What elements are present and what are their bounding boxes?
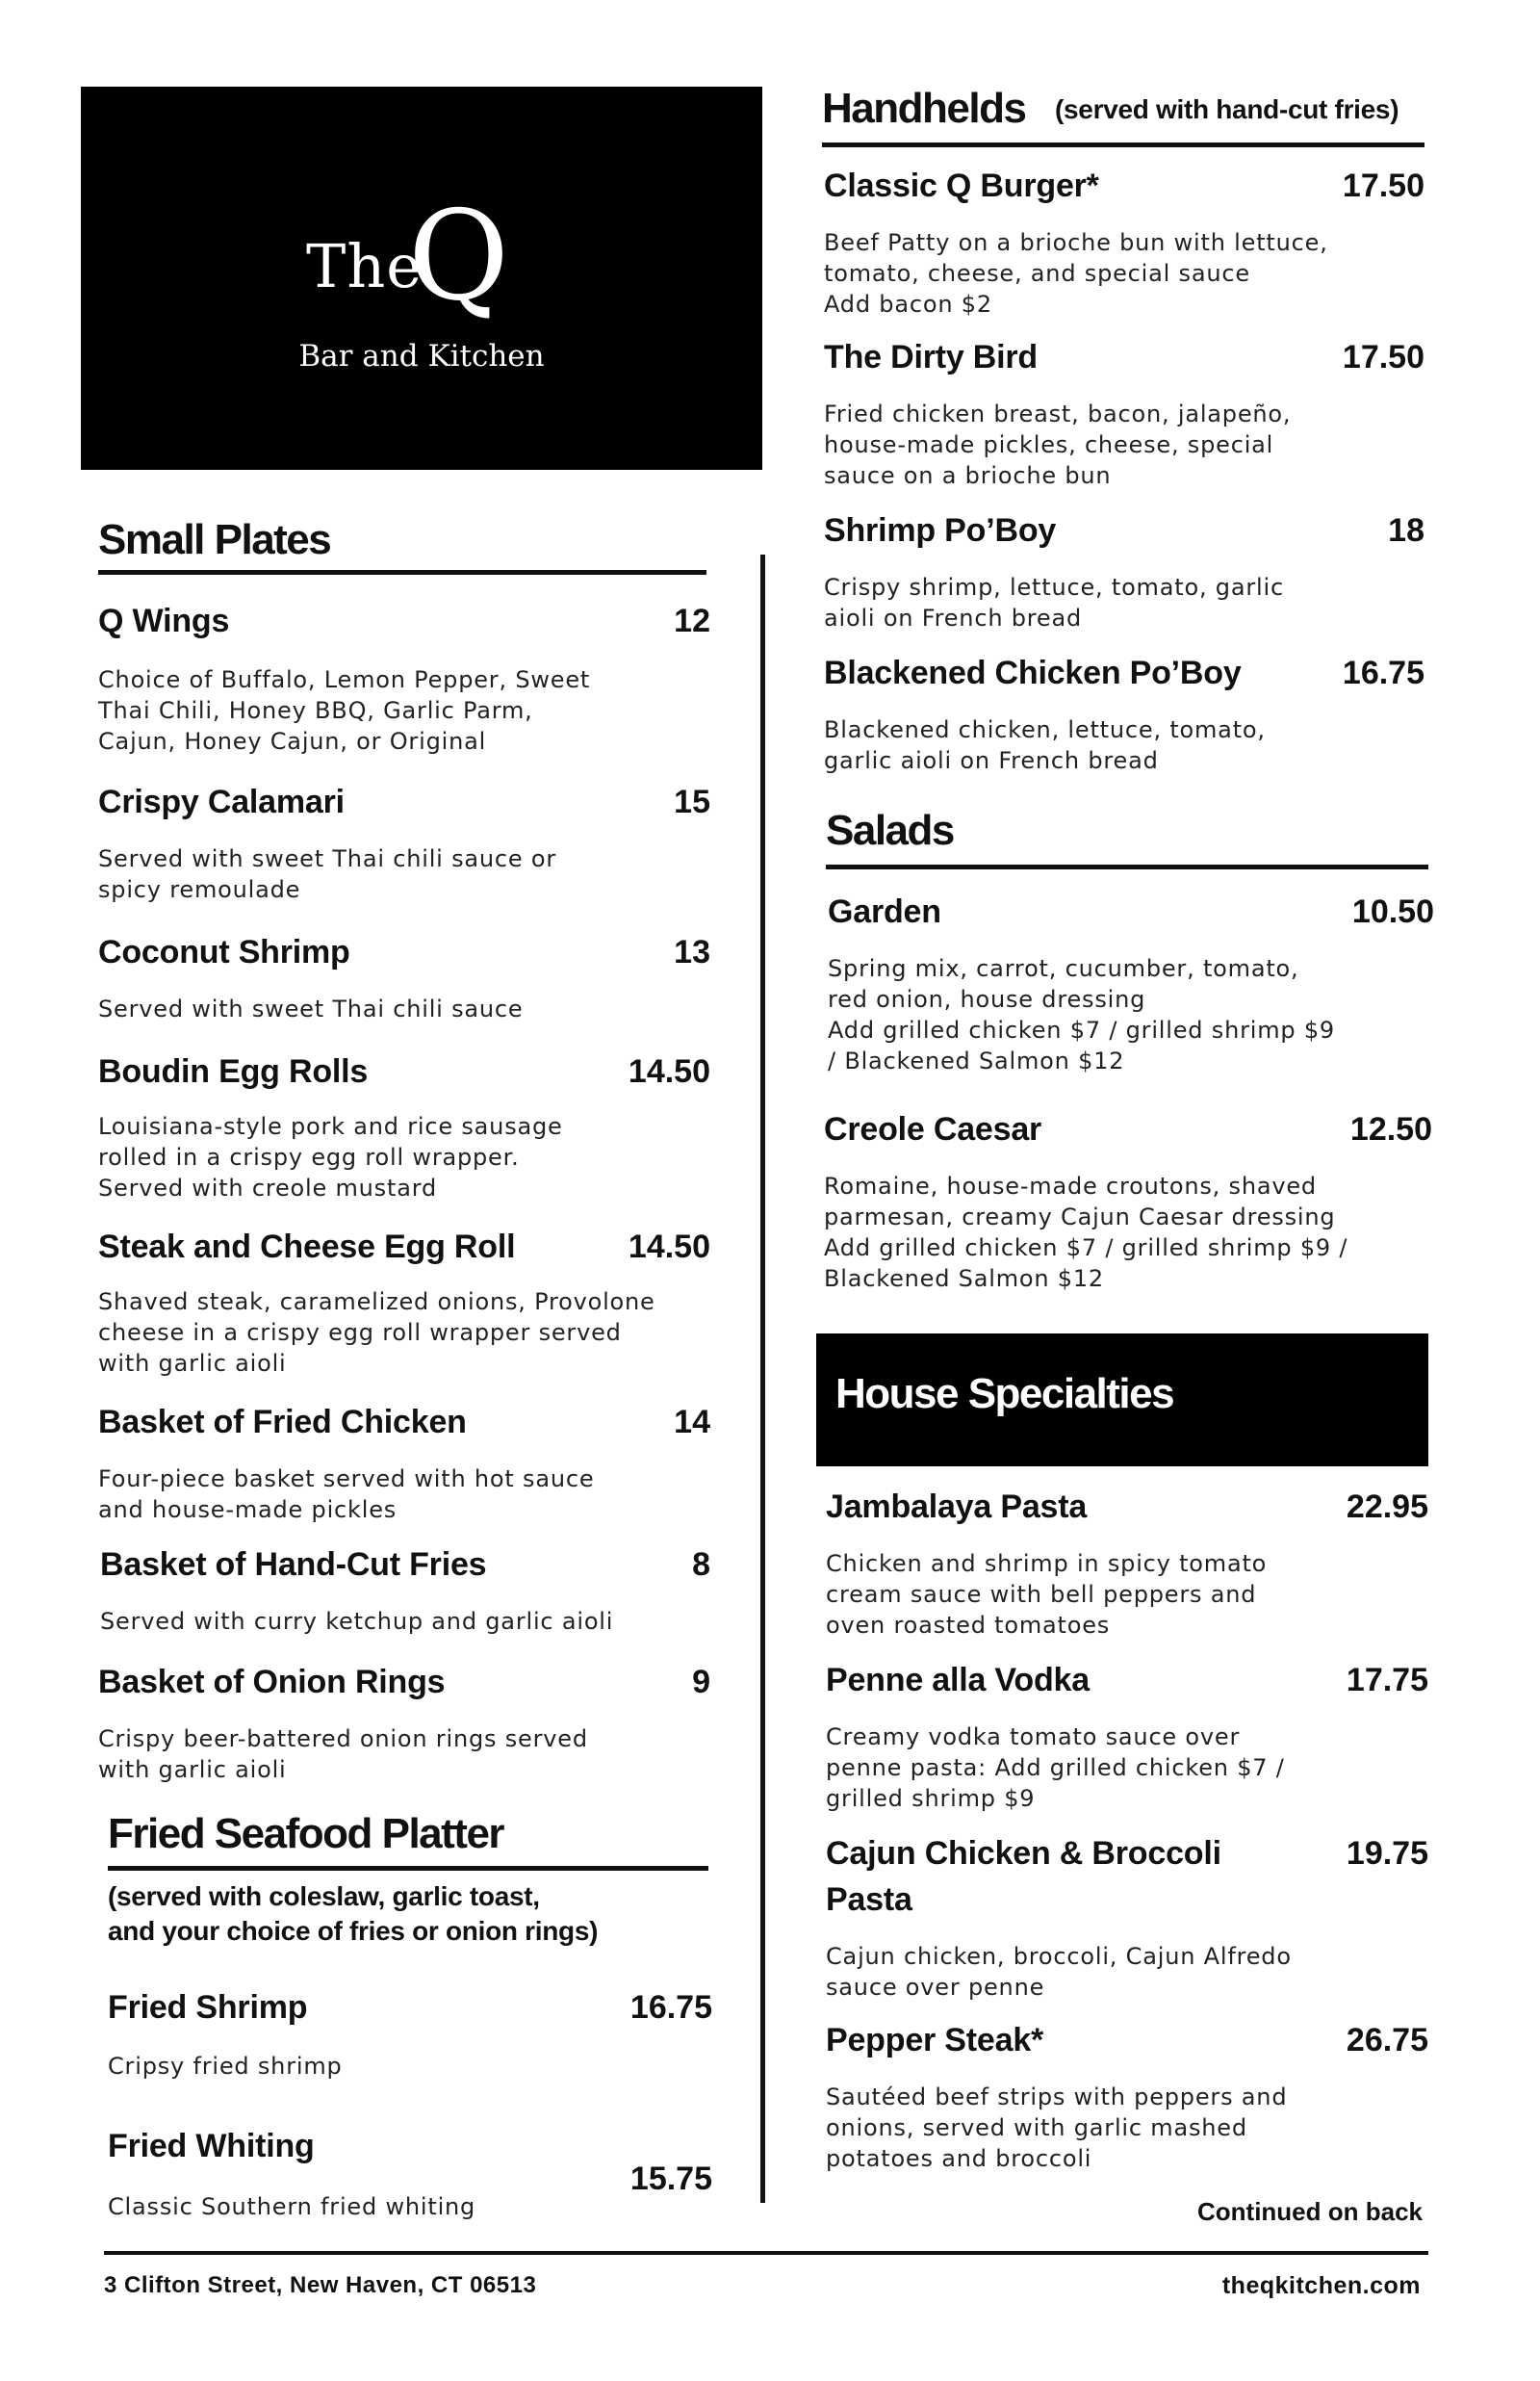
item-description xyxy=(98,1463,594,1525)
item-name: Boudin Egg Rolls xyxy=(98,1053,369,1090)
item-description xyxy=(108,2051,343,2082)
item-name: Basket of Hand-Cut Fries xyxy=(100,1546,487,1583)
item-price: 16.75 xyxy=(629,1989,712,2026)
footer-website[interactable]: theqkitchen.com xyxy=(1221,2272,1421,2299)
seafood-note-line1: (served with coleslaw, garlic toast, xyxy=(108,1881,540,1911)
item-price: 17.50 xyxy=(1342,168,1424,204)
item-description xyxy=(826,1721,1285,1814)
item-price: 15 xyxy=(674,784,710,820)
desc-line: Cripsy fried shrimp xyxy=(108,2053,343,2080)
desc-line: Add bacon $2 xyxy=(824,291,992,318)
small-plates-title: Small Plates xyxy=(98,516,331,563)
item-description xyxy=(98,664,590,757)
desc-line: Romaine, house-made croutons, shaved xyxy=(824,1173,1317,1200)
item-description xyxy=(824,399,1291,491)
seafood-title: Fried Seafood Platter xyxy=(108,1810,504,1857)
item-description xyxy=(826,2082,1287,2174)
logo-subtitle-text: Bar and Kitchen xyxy=(298,339,545,374)
item-price: 18 xyxy=(1388,512,1424,549)
item-description xyxy=(100,1606,613,1637)
item-description xyxy=(824,714,1266,776)
item-description xyxy=(824,1171,1348,1294)
desc-line: with garlic aioli xyxy=(98,1350,287,1377)
item-price: 14.50 xyxy=(628,1229,710,1265)
item-description xyxy=(98,1286,655,1379)
item-name: Pepper Steak* xyxy=(826,2022,1044,2058)
item-name: Steak and Cheese Egg Roll xyxy=(98,1229,516,1265)
item-description xyxy=(98,1111,563,1203)
item-price: 14 xyxy=(674,1404,710,1440)
desc-line: Choice of Buffalo, Lemon Pepper, Sweet xyxy=(98,666,591,693)
item-name: Basket of Onion Rings xyxy=(98,1664,446,1700)
seafood-rule xyxy=(108,1866,708,1871)
item-name: Classic Q Burger* xyxy=(824,168,1099,204)
desc-line: potatoes and broccoli xyxy=(826,2145,1092,2172)
desc-line: Beef Patty on a brioche bun with lettuce, xyxy=(824,229,1328,256)
item-price: 12 xyxy=(674,603,710,639)
item-price: 26.75 xyxy=(1346,2022,1428,2058)
item-price: 16.75 xyxy=(1342,655,1424,691)
item-name: Crispy Calamari xyxy=(98,784,345,820)
desc-line: sauce on a brioche bun xyxy=(824,462,1112,489)
desc-line: Add grilled chicken $7 / grilled shrimp $9 / xyxy=(824,1234,1348,1261)
desc-line: / Blackened Salmon $12 xyxy=(828,1048,1125,1074)
desc-line: rolled in a crispy egg roll wrapper. xyxy=(98,1144,520,1171)
item-description xyxy=(98,994,523,1024)
continued-on-back: Continued on back xyxy=(1197,2197,1423,2226)
desc-line: penne pasta: Add grilled chicken $7 / xyxy=(826,1754,1285,1781)
desc-line: Four-piece basket served with hot sauce xyxy=(98,1465,595,1492)
item-price: 22.95 xyxy=(1346,1488,1428,1525)
salads-title: Salads xyxy=(826,807,954,854)
desc-line: Classic Southern fried whiting xyxy=(108,2193,476,2220)
footer-address: 3 Clifton Street, New Haven, CT 06513 xyxy=(104,2272,537,2298)
footer-rule xyxy=(104,2251,1428,2255)
column-divider xyxy=(760,555,765,2203)
desc-line: garlic aioli on French bread xyxy=(824,747,1159,774)
item-name: Pasta xyxy=(826,1881,912,1918)
desc-line: and house-made pickles xyxy=(98,1496,398,1523)
item-name: The Dirty Bird xyxy=(824,339,1039,375)
item-description xyxy=(828,953,1335,1076)
house-specialties-title: House Specialties xyxy=(835,1370,1174,1417)
logo-the-text: The xyxy=(306,231,423,301)
item-name: Shrimp Po’Boy xyxy=(824,512,1057,549)
desc-line: Thai Chili, Honey BBQ, Garlic Parm, xyxy=(98,697,533,724)
desc-line: tomato, cheese, and special sauce xyxy=(824,260,1250,287)
item-name: Fried Whiting xyxy=(108,2128,315,2164)
desc-line: Sautéed beef strips with peppers and xyxy=(826,2083,1288,2110)
item-price: 8 xyxy=(692,1546,710,1583)
item-price: 14.50 xyxy=(628,1053,710,1090)
item-price: 12.50 xyxy=(1349,1111,1432,1148)
desc-line: aioli on French bread xyxy=(824,605,1083,632)
item-price: 13 xyxy=(674,934,710,971)
desc-line: Cajun, Honey Cajun, or Original xyxy=(98,728,487,755)
desc-line: Served with curry ketchup and garlic aioli xyxy=(100,1608,614,1635)
item-price: 9 xyxy=(692,1664,710,1700)
item-name: Garden xyxy=(828,893,941,930)
desc-line: Blackened Salmon $12 xyxy=(824,1265,1105,1292)
desc-line: Shaved steak, caramelized onions, Provolone xyxy=(98,1288,655,1315)
desc-line: Add grilled chicken $7 / grilled shrimp $9 xyxy=(828,1017,1335,1044)
item-name: Creole Caesar xyxy=(824,1111,1042,1148)
item-description xyxy=(826,1941,1292,2003)
desc-line: Creamy vodka tomato sauce over xyxy=(826,1723,1241,1750)
desc-line: sauce over penne xyxy=(826,1974,1045,2001)
desc-line: onions, served with garlic mashed xyxy=(826,2114,1247,2141)
desc-line: with garlic aioli xyxy=(98,1756,287,1783)
desc-line: oven roasted tomatoes xyxy=(826,1612,1111,1639)
desc-line: cheese in a crispy egg roll wrapper served xyxy=(98,1319,622,1346)
small-plates-rule xyxy=(98,570,706,575)
logo-subtitle xyxy=(81,339,762,374)
item-name: Blackened Chicken Po’Boy xyxy=(824,655,1242,691)
desc-line: Chicken and shrimp in spicy tomato xyxy=(826,1550,1268,1577)
logo-q-letter: Q xyxy=(408,185,509,328)
desc-line: Spring mix, carrot, cucumber, tomato, xyxy=(828,955,1299,982)
desc-line: Crispy shrimp, lettuce, tomato, garlic xyxy=(824,574,1284,601)
seafood-note-line2: and your choice of fries or onion rings) xyxy=(108,1916,599,1946)
desc-line: Crispy beer-battered onion rings served xyxy=(98,1725,588,1752)
desc-line: house-made pickles, cheese, special xyxy=(824,431,1274,458)
desc-line: Cajun chicken, broccoli, Cajun Alfredo xyxy=(826,1943,1292,1970)
desc-line: parmesan, creamy Cajun Caesar dressing xyxy=(824,1203,1336,1230)
desc-line: red onion, house dressing xyxy=(828,986,1146,1013)
item-name: Jambalaya Pasta xyxy=(826,1488,1088,1525)
salads-rule xyxy=(826,865,1428,869)
desc-line: spicy remoulade xyxy=(98,876,301,903)
item-name: Penne alla Vodka xyxy=(826,1662,1090,1698)
item-name: Cajun Chicken & Broccoli xyxy=(826,1835,1221,1872)
item-description xyxy=(824,227,1328,320)
desc-line: Fried chicken breast, bacon, jalapeño, xyxy=(824,401,1292,427)
item-price: 19.75 xyxy=(1346,1835,1428,1872)
desc-line: cream sauce with bell peppers and xyxy=(826,1581,1257,1608)
desc-line: grilled shrimp $9 xyxy=(826,1785,1036,1812)
handhelds-title: Handhelds xyxy=(822,85,1026,132)
item-name: Basket of Fried Chicken xyxy=(98,1404,467,1440)
item-description xyxy=(108,2191,475,2222)
item-price: 15.75 xyxy=(629,2161,712,2197)
item-name: Q Wings xyxy=(98,603,230,639)
item-name: Coconut Shrimp xyxy=(98,934,350,971)
item-description xyxy=(98,843,556,905)
item-price: 17.75 xyxy=(1346,1662,1428,1698)
item-price: 10.50 xyxy=(1351,893,1434,930)
item-description xyxy=(826,1548,1267,1641)
handhelds-rule xyxy=(822,142,1424,147)
item-description xyxy=(824,572,1284,634)
logo-block xyxy=(81,87,762,470)
desc-line: Served with creole mustard xyxy=(98,1175,437,1202)
house-specialties-header xyxy=(816,1333,1428,1466)
desc-line: Served with sweet Thai chili sauce or xyxy=(98,845,557,872)
desc-line: Louisiana-style pork and rice sausage xyxy=(98,1113,563,1140)
item-price: 17.50 xyxy=(1342,339,1424,375)
handhelds-note: (served with hand-cut fries) xyxy=(1055,94,1399,124)
item-description xyxy=(98,1723,588,1785)
desc-line: Blackened chicken, lettuce, tomato, xyxy=(824,716,1266,743)
item-name: Fried Shrimp xyxy=(108,1989,308,2026)
desc-line: Served with sweet Thai chili sauce xyxy=(98,996,524,1022)
